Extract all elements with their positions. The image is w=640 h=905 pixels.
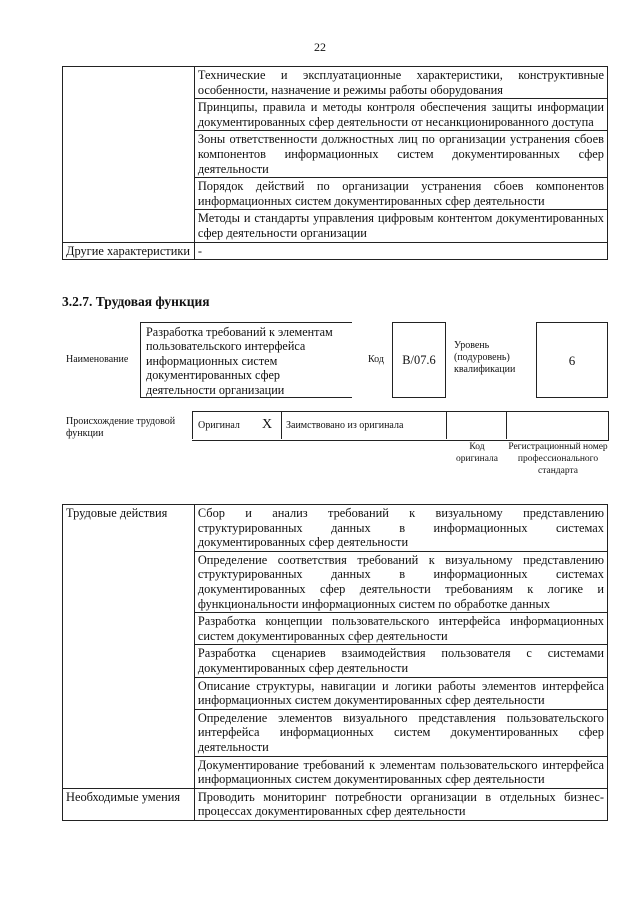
knowledge-label-cell — [63, 67, 195, 243]
code-original-caption: Код оригинала — [456, 442, 498, 464]
origin-divider — [446, 411, 447, 439]
origin-label: Происхождение трудовой функции — [66, 416, 176, 439]
original-mark: X — [262, 417, 273, 432]
knowledge-row: Методы и стандарты управления цифровым контентом документированных сфер деятельности организации — [194, 210, 607, 242]
page-number: 22 — [314, 40, 326, 54]
action-item: Описание структуры, навигации и логики работы элементов интерфейса информационных систем документированных сфер деятельности — [194, 677, 607, 709]
level-label: Уровень (подуровень) квалификации — [454, 340, 516, 375]
action-item: Документирование требований к элементам пользовательского интерфейса информационных систем документированных сфер деятельности — [194, 756, 607, 788]
section-title: 3.2.7. Трудовая функция — [62, 294, 210, 309]
action-item: Разработка концепции пользовательского интерфейса информационных систем документированных сфер деятельности — [194, 613, 607, 645]
knowledge-row: Зоны ответственности должностных лиц по организации устранения сбоев компонентов информационных систем документированных сфер деятельности — [194, 131, 607, 178]
other-characteristics-label: Другие характеристики — [63, 242, 195, 260]
actions-table — [62, 504, 608, 821]
skills-label: Необходимые умения — [63, 788, 195, 820]
knowledge-table — [62, 66, 608, 260]
knowledge-row: Порядок действий по организации устранения сбоев компонентов информационных систем документированных сфер деятельности — [194, 178, 607, 210]
action-item: Сбор и анализ требований к визуальному представлению структурированных данных в информационных системах документированных сфер деятельности — [194, 505, 607, 552]
other-characteristics-value: - — [194, 242, 607, 260]
action-item: Определение соответствия требований к визуальному представлению структурированных данных в информационных системах документированных сфер деятельности требованиям к логике и функциональности информационных систем по обработке данных — [194, 551, 607, 612]
skill-item: Проводить мониторинг потребности организации в отдельных бизнес-процессах документированных сфер деятельности — [194, 788, 607, 820]
origin-divider — [506, 411, 507, 439]
function-code: B/07.6 — [392, 322, 446, 398]
action-item: Определение элементов визуального представления пользовательского интерфейса информационных систем документированных сфер деятельности — [194, 709, 607, 756]
name-label: Наименование — [66, 354, 129, 365]
code-label: Код — [368, 354, 384, 365]
reg-number-caption: Регистрационный номер профессионального стандарта — [508, 442, 608, 476]
action-item: Разработка сценариев взаимодействия пользователя с системами документированных сфер деятельности — [194, 645, 607, 677]
function-name: Разработка требований к элементам пользовательского интерфейса информационных систем документированных сфер деятельности организации — [140, 322, 352, 398]
knowledge-row: Технические и эксплуатационные характеристики, конструктивные особенности, назначение и режимы работы оборудования — [194, 67, 607, 99]
level-value: 6 — [536, 322, 608, 398]
original-label: Оригинал — [198, 420, 240, 431]
knowledge-row: Принципы, правила и методы контроля обеспечения защиты информации документированных сфер деятельности от несанкционированного доступа — [194, 99, 607, 131]
actions-label: Трудовые действия — [63, 505, 195, 789]
borrowed-label: Заимствовано из оригинала — [286, 420, 404, 431]
